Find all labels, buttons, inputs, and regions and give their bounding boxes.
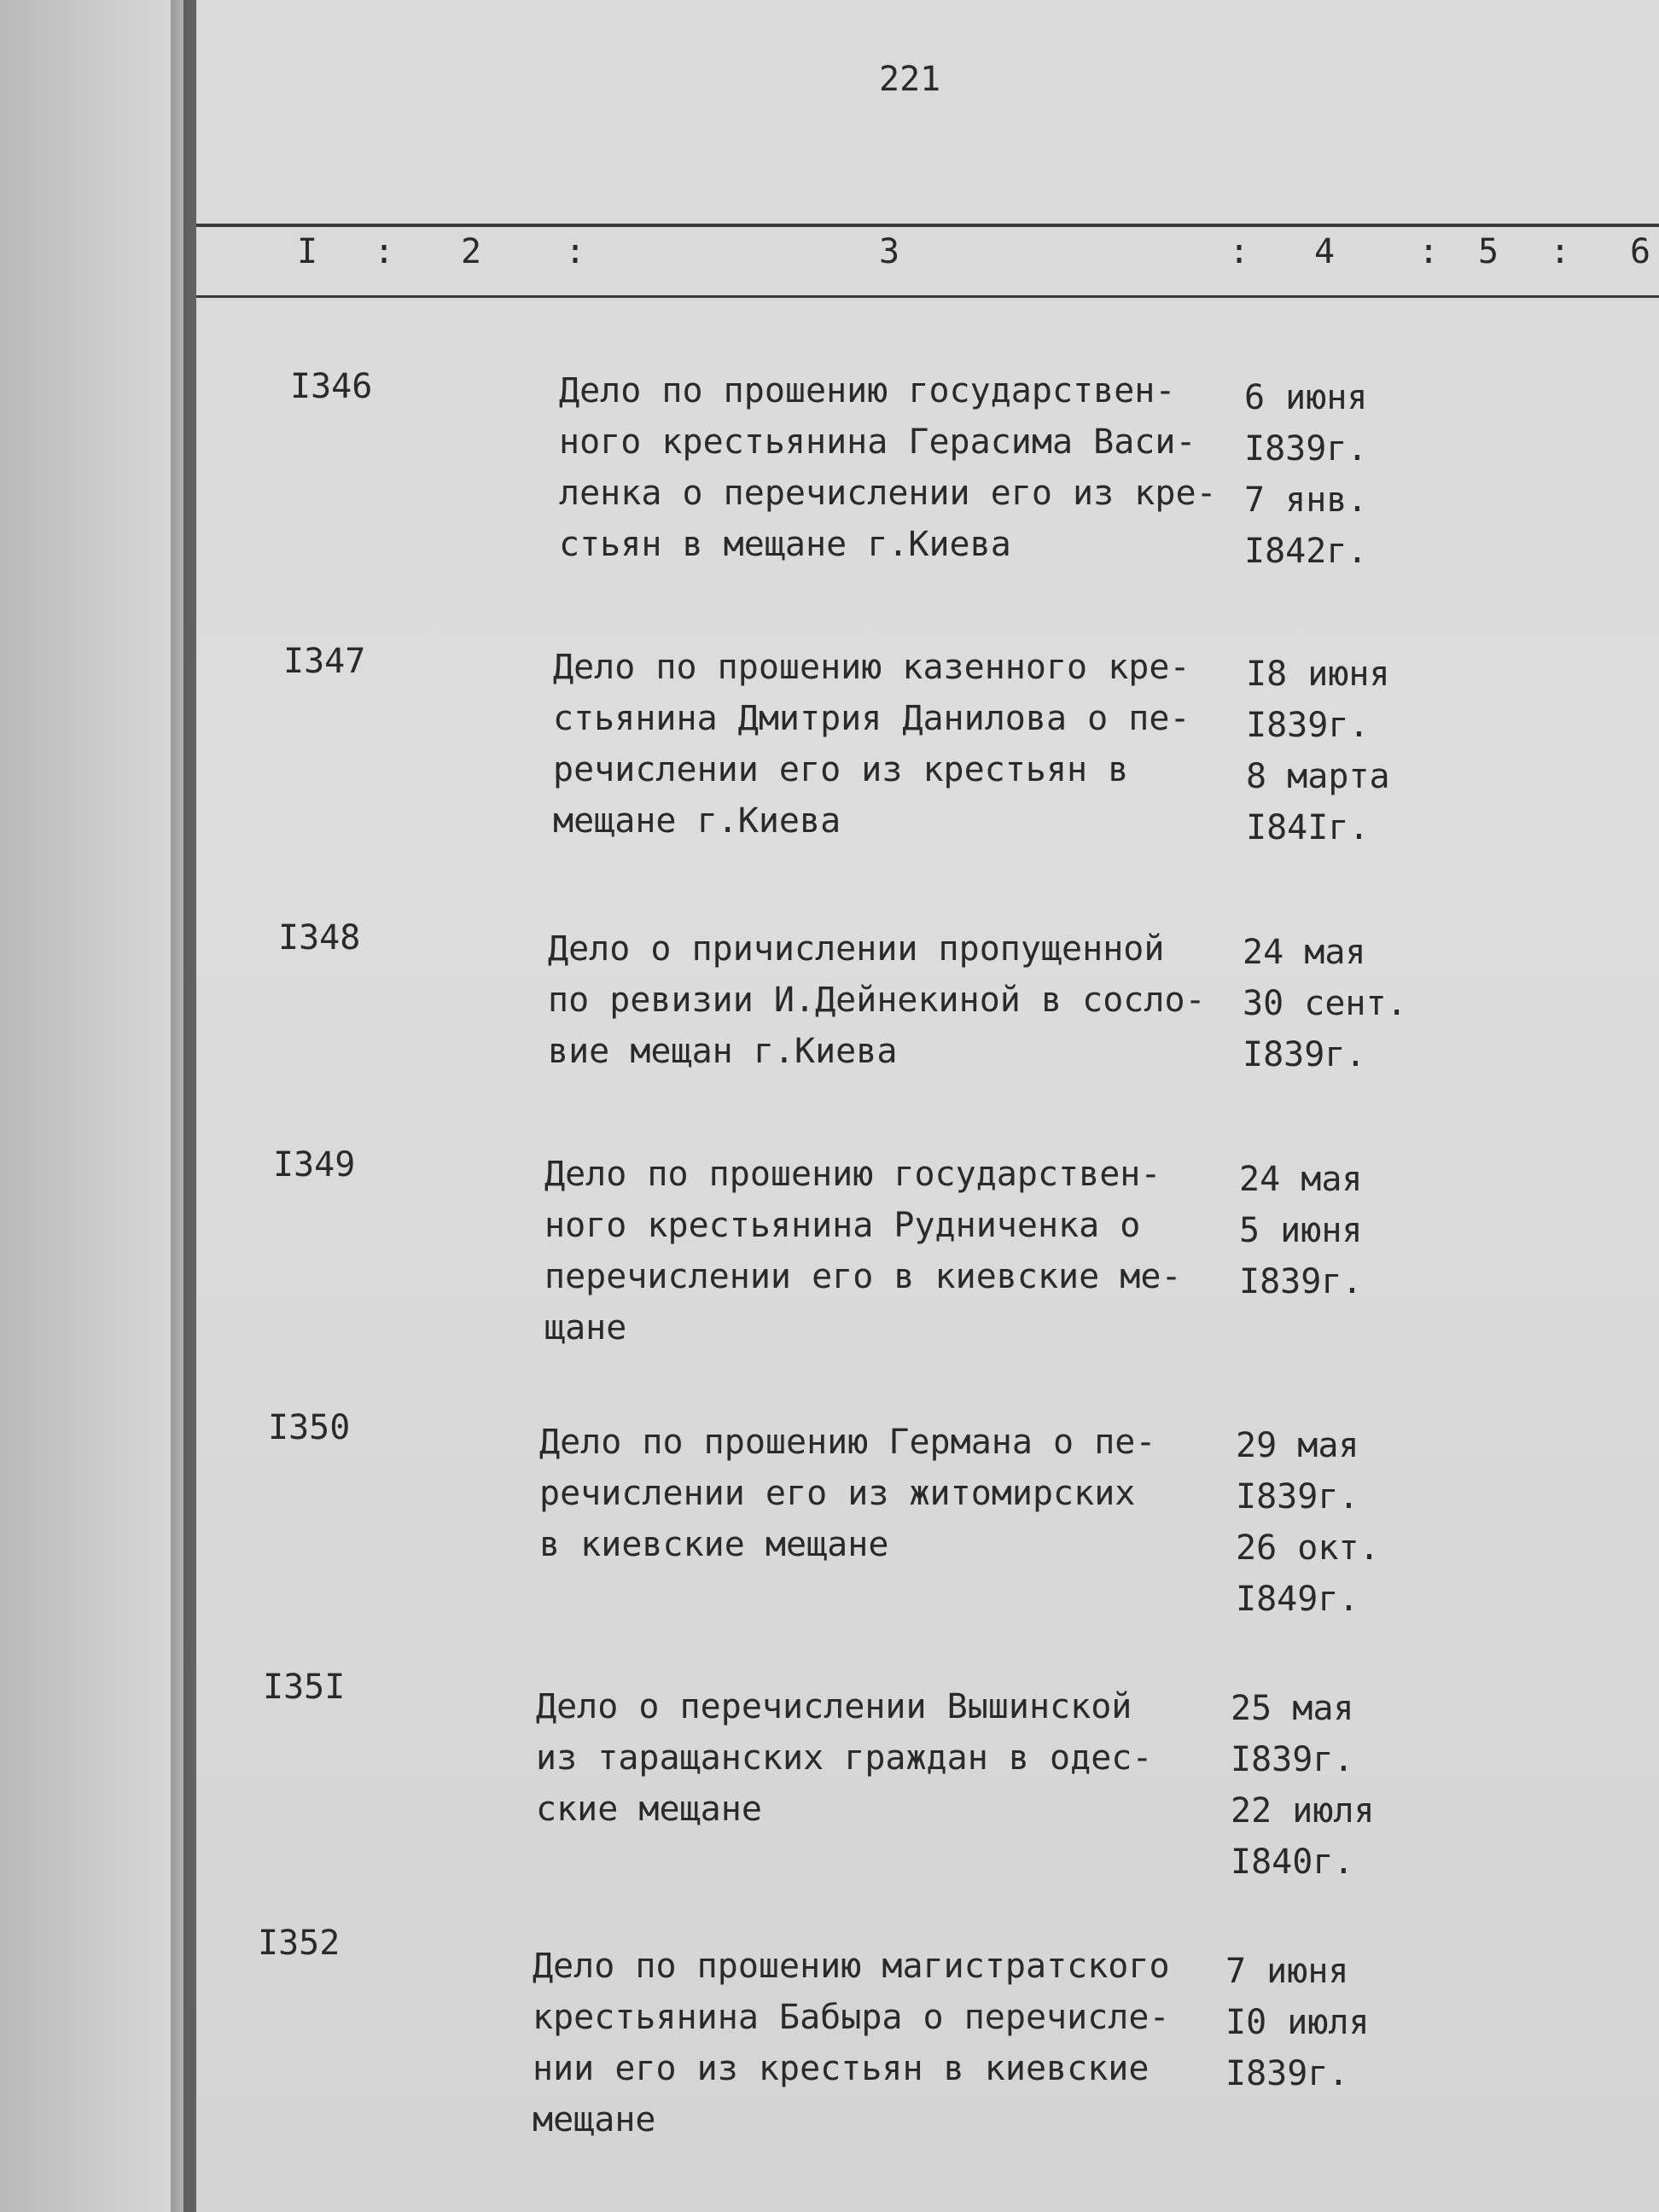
- column-header-1: I: [297, 232, 318, 271]
- document-page: [196, 0, 1659, 2212]
- entry-dates: I8 июня I839г. 8 марта I84Iг.: [1246, 655, 1390, 847]
- entry-title: Дело о причислении пропущенной по ревизии И.Дейнекиной в сосло- вие мещан г.Киева: [548, 929, 1206, 1071]
- header-rule-top: [196, 224, 1659, 227]
- entry-title: Дело по прошению государствен- ного крестьянина Рудниченка о перечислении его в киевские ме- щане: [544, 1155, 1182, 1348]
- header-rule-bottom: [196, 295, 1659, 298]
- column-header-2: 2: [461, 232, 482, 271]
- column-header-4: 4: [1314, 232, 1336, 271]
- column-separator: :: [374, 232, 395, 271]
- entry-number: I346: [290, 367, 373, 406]
- entry-number: I349: [273, 1145, 356, 1185]
- entry-title: Дело о перечислении Вышинской из таращанских граждан в одес- ские мещане: [536, 1687, 1153, 1829]
- column-header-3: 3: [879, 232, 900, 271]
- column-separator: :: [565, 232, 586, 271]
- column-header-6: 6: [1630, 232, 1651, 271]
- entry-title: Дело по прошению государствен- ного крестьянина Герасима Васи- ленка о перечислении его из кре- стьян в мещане г.Киева: [559, 371, 1217, 564]
- entry-dates: 24 мая 30 сент. I839г.: [1243, 933, 1407, 1074]
- column-separator: :: [1550, 232, 1571, 271]
- entry-dates: 24 мая 5 июня I839г.: [1239, 1160, 1363, 1301]
- column-separator: :: [1229, 232, 1250, 271]
- entry-dates: 6 июня I839г. 7 янв. I842г.: [1244, 378, 1368, 571]
- entry-number: I352: [258, 1924, 341, 1963]
- left-page-edge: [0, 0, 183, 2212]
- entry-number: I347: [283, 642, 366, 681]
- entry-title: Дело по прошению магистратского крестьянина Бабыра о перечисле- нии его из крестьян в киевские мещане: [533, 1947, 1170, 2139]
- entry-number: I348: [278, 918, 361, 958]
- page-number: 221: [879, 60, 941, 99]
- column-header-5: 5: [1478, 232, 1499, 271]
- column-separator: :: [1418, 232, 1440, 271]
- entry-dates: 25 мая I839г. 22 июля I840г.: [1231, 1689, 1375, 1882]
- entry-number: I350: [268, 1408, 351, 1447]
- entry-number: I35I: [263, 1668, 346, 1707]
- entry-title: Дело по прошению Германа о пе- речислении его из житомирских в киевские мещане: [539, 1423, 1156, 1564]
- entry-dates: 29 мая I839г. 26 окт. I849г.: [1236, 1426, 1380, 1619]
- entry-dates: 7 июня I0 июля I839г.: [1225, 1952, 1370, 2093]
- entry-title: Дело по прошению казенного кре- стьянина Дмитрия Данилова о пе- речислении его из крестьян в мещане г.Киева: [553, 648, 1190, 841]
